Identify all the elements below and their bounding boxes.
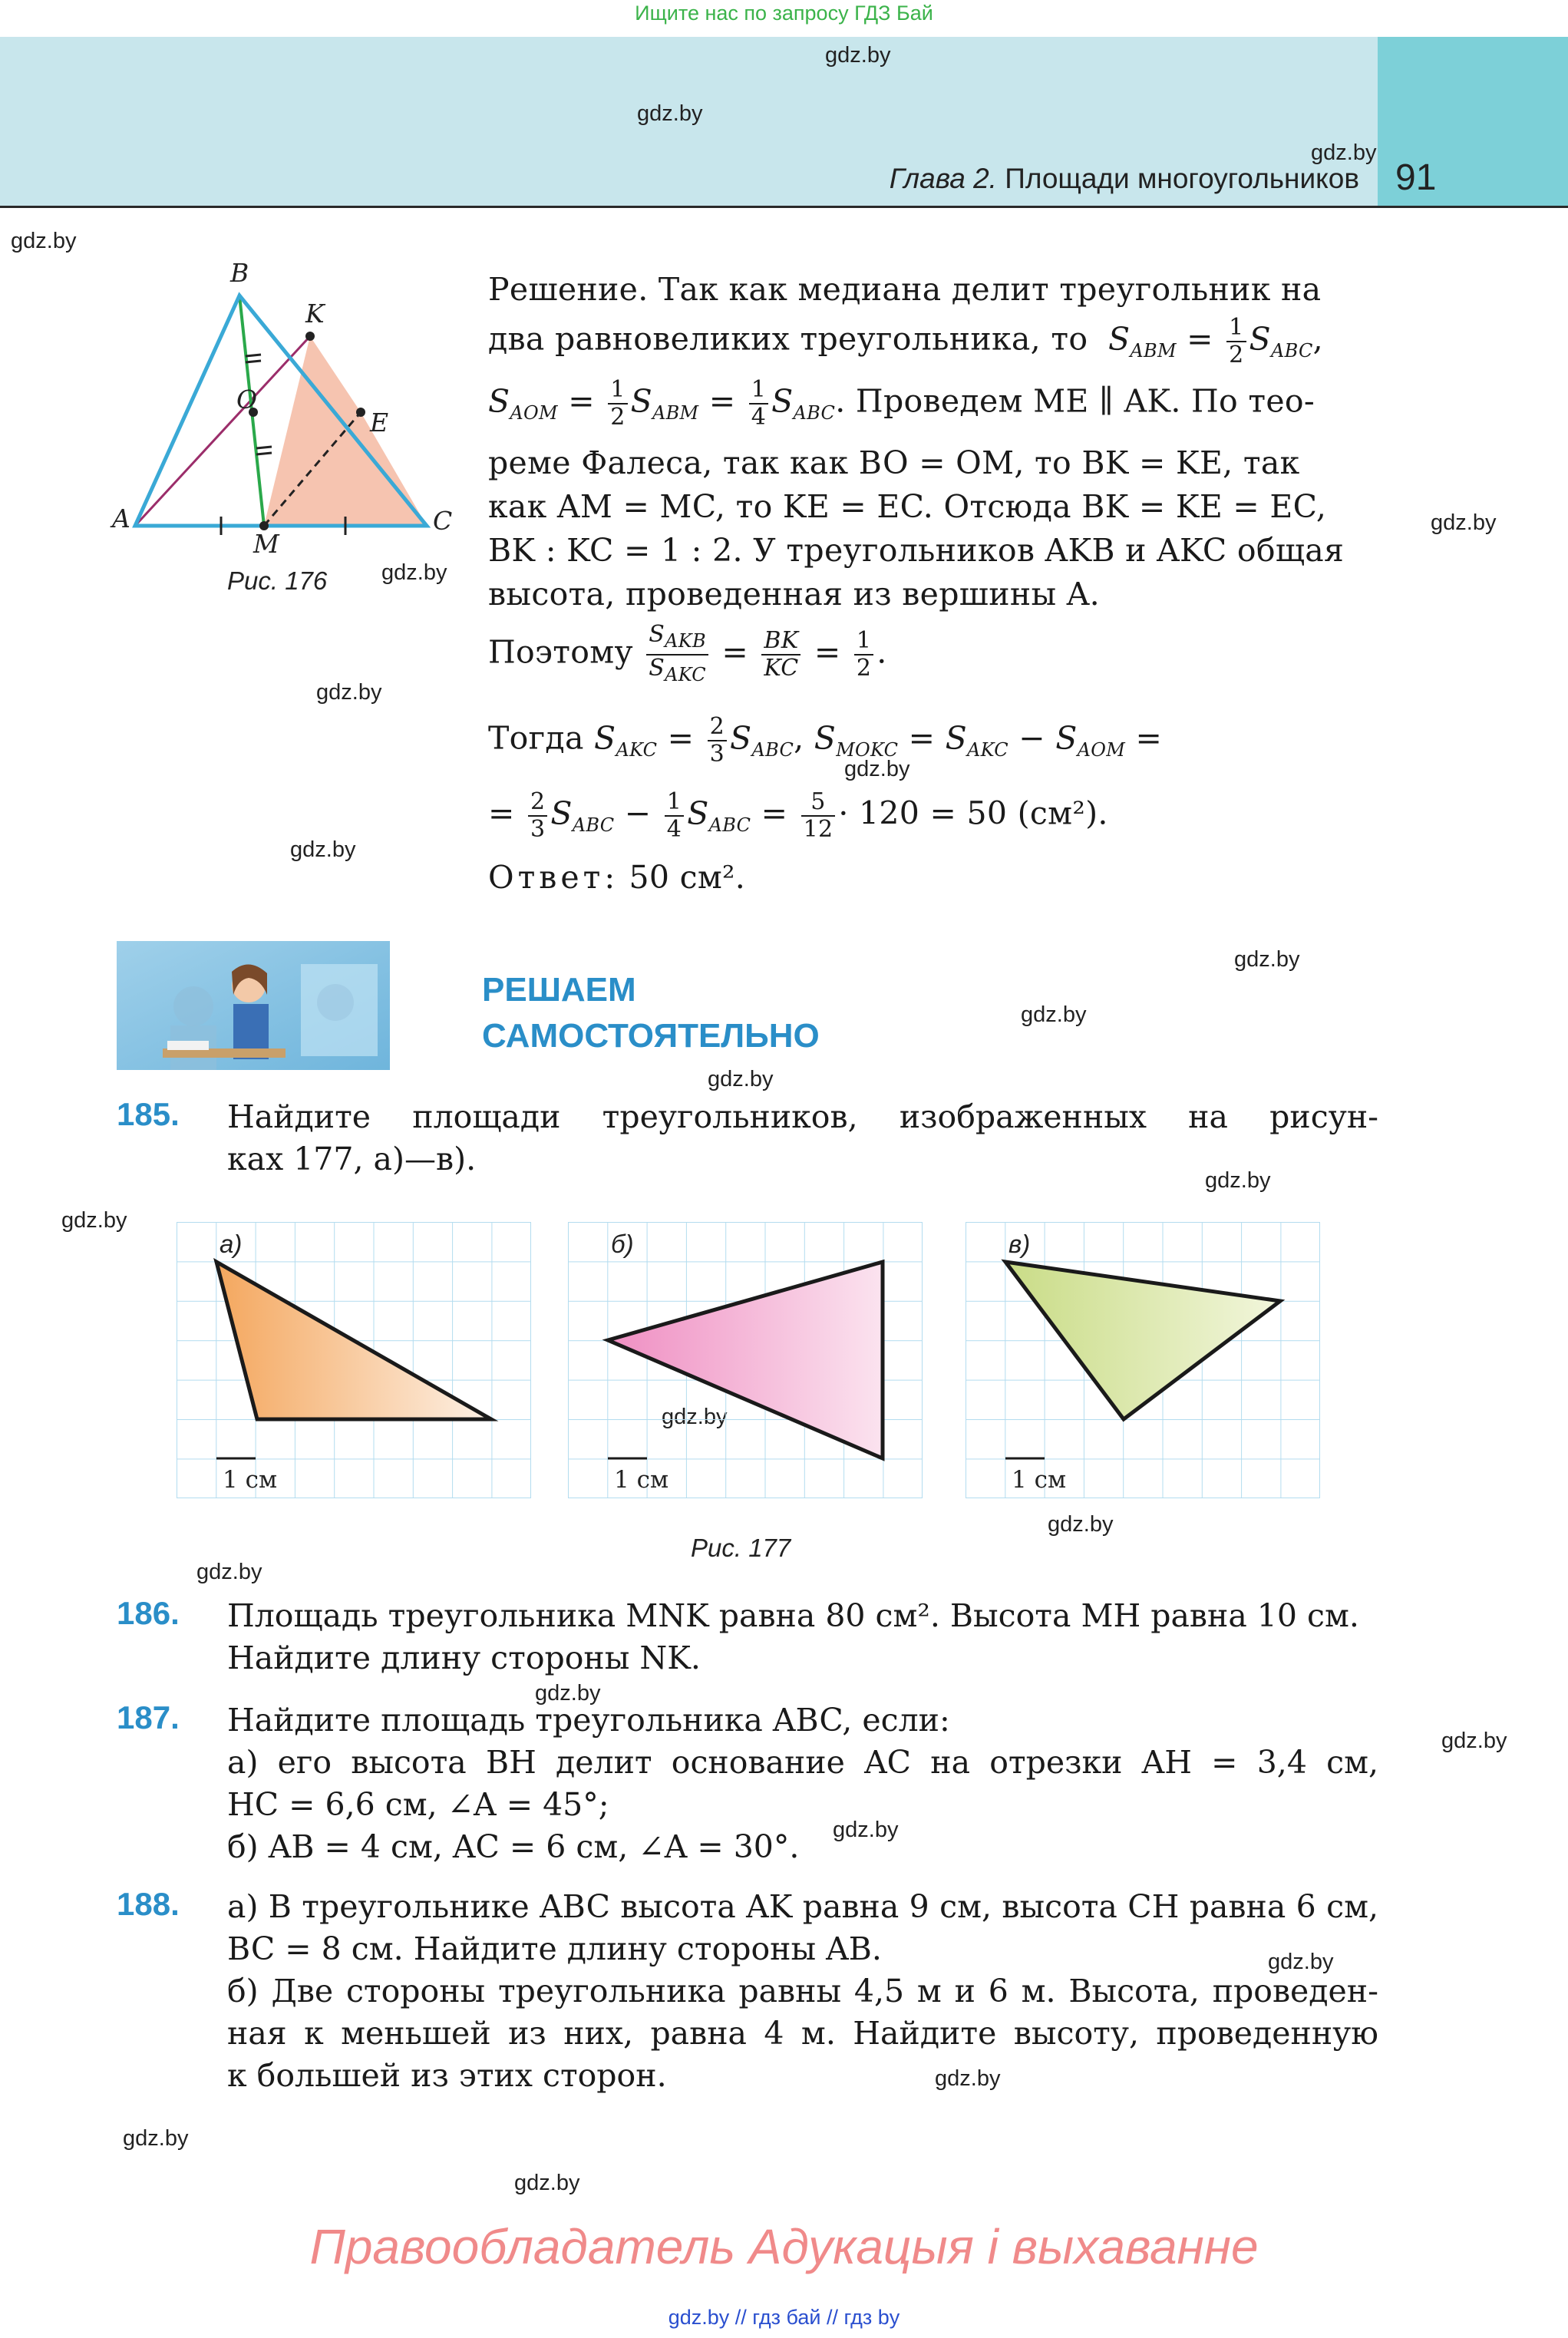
- chapter-name: Площади многоугольников: [1005, 163, 1359, 194]
- task-line: б) Две стороны треугольника равны 4,5 м и 6 м. Высота, проведен-: [227, 1973, 1378, 2009]
- tick-mark: [246, 355, 261, 356]
- task-number: 185.: [117, 1096, 180, 1132]
- solution-text: Поэтому: [488, 633, 633, 671]
- watermark: gdz.by: [1441, 1729, 1507, 1753]
- task-line: Найдите площади треугольников, изображенных на рисун-: [227, 1098, 1378, 1135]
- task-line: б) AB = 4 см, AC = 6 см, ∠A = 30°.: [227, 1828, 800, 1865]
- point-e: [356, 408, 365, 417]
- watermark: gdz.by: [514, 2171, 580, 2195]
- section-heading-line: РЕШАЕМ: [482, 971, 636, 1009]
- figure-176: [107, 253, 468, 553]
- task-186: [227, 1595, 1378, 1679]
- fraction: $\frac{BK}{KC}$: [761, 628, 801, 682]
- tick-mark: [256, 447, 272, 448]
- tick-mark: [256, 453, 272, 454]
- solution-text: Решение. Так как медиана делит треугольник на: [488, 271, 1322, 308]
- solution-line: два равновеликих треугольника, то $S_{ABM}$ = $\frac{1}{2}$ $S_{ABC}$,: [488, 314, 1323, 368]
- fraction: $\frac{2}{3}$: [528, 789, 547, 843]
- answer-value: 50 см².: [629, 859, 746, 896]
- solution-line: Тогда $S_{AKC}$ = $\frac{2}{3}$ $S_{ABC}$, $S_{MOKC} = S_{AKC} - S_{AOM}$ =: [488, 713, 1163, 768]
- figure-177c: [966, 1222, 1320, 1498]
- fraction: $\frac{2}{3}$: [708, 714, 727, 768]
- watermark: gdz.by: [316, 680, 382, 705]
- task-number: 188.: [117, 1886, 180, 1922]
- panel-label: в): [1008, 1230, 1031, 1258]
- task-number: 187.: [117, 1699, 180, 1735]
- watermark: gdz.by: [935, 2066, 1001, 2091]
- watermark: gdz.by: [1021, 1002, 1087, 1027]
- watermark: gdz.by: [535, 1681, 601, 1706]
- watermark: gdz.by: [11, 229, 77, 253]
- figure-177b: [568, 1222, 923, 1498]
- watermark: gdz.by: [825, 43, 891, 68]
- watermark: gdz.by: [61, 1208, 127, 1233]
- figure-176-caption: Рис. 176: [227, 566, 328, 595]
- section-heading-line: САМОСТОЯТЕЛЬНО: [482, 1017, 820, 1055]
- scale-label: 1 см: [223, 1466, 278, 1494]
- watermark: gdz.by: [833, 1818, 899, 1842]
- copyright-holder: Правообладатель Адукацыя і выхаванне: [309, 2219, 1259, 2274]
- solution-line: BK : KC = 1 : 2. У треугольников AKB и AKC общая: [488, 532, 1345, 569]
- fraction: $\frac{1}{2}$: [608, 377, 627, 431]
- task-number: 186.: [117, 1595, 180, 1631]
- task-188: [227, 1886, 1378, 2097]
- watermark: gdz.by: [844, 757, 910, 781]
- solution-line: Поэтому $\frac{S_{AKB}}{S_{AKC}}$ = $\frac{BK}{KC}$ = $\frac{1}{2}$ .: [488, 622, 887, 688]
- watermark: gdz.by: [637, 101, 703, 126]
- fraction: $\frac{1}{4}$: [665, 789, 684, 843]
- footer-links[interactable]: gdz.by // гдз бай // гдз by: [668, 2306, 900, 2329]
- watermark: gdz.by: [1311, 140, 1377, 165]
- figure-177a: [177, 1222, 531, 1498]
- solution-line: = $\frac{2}{3}$ $S_{ABC}$ − $\frac{1}{4}$ $S_{ABC}$ = $\frac{5}{12}$ · 120 = 50 (см²).: [488, 788, 1108, 843]
- page-number: 91: [1395, 157, 1437, 198]
- solution-line: [488, 268, 1321, 312]
- solution-text: · 120 = 50 (см²).: [838, 794, 1108, 832]
- top-search-note: Ищите нас по запросу ГДЗ Бай: [635, 2, 933, 25]
- fraction: $\frac{1}{4}$: [749, 377, 768, 431]
- task-line: Площадь треугольника MNK равна 80 см². Высота MH равна 10 см.: [227, 1597, 1359, 1634]
- watermark: gdz.by: [1205, 1168, 1271, 1193]
- task-187: [227, 1699, 1378, 1868]
- task-185: [227, 1096, 1378, 1181]
- figure-177-caption: Рис. 177: [691, 1534, 791, 1562]
- label-o: O: [236, 385, 258, 414]
- tick-mark: [246, 361, 261, 362]
- task-line: HC = 6,6 см, ∠A = 45°;: [227, 1786, 609, 1823]
- fraction: $\frac{1}{2}$: [854, 628, 873, 682]
- solution-line: реме Фалеса, так как BO = OM, то BK = KE, так: [488, 444, 1300, 481]
- task-line: Найдите длину стороны NK.: [227, 1640, 701, 1676]
- solution-line: высота, проведенная из вершины A.: [488, 576, 1100, 613]
- panel-label: а): [220, 1230, 243, 1258]
- scale-label: 1 см: [1012, 1466, 1067, 1494]
- task-line: BC = 8 см. Найдите длину стороны AB.: [227, 1930, 882, 1967]
- header-rule: [0, 206, 1568, 208]
- watermark: gdz.by: [123, 2126, 189, 2151]
- label-a: A: [112, 504, 130, 533]
- label-b: B: [230, 258, 249, 288]
- answer-label: Ответ:: [488, 859, 619, 896]
- solution-line: $S_{AOM}$ = $\frac{1}{2}$ $S_{ABM}$ = $\frac{1}{4}$ $S_{ABC}$. Проведем ME ∥ AK. По тео-: [488, 376, 1315, 431]
- label-c: C: [433, 506, 453, 536]
- answer-line: [488, 856, 745, 900]
- watermark: gdz.by: [708, 1067, 774, 1091]
- section-heading: [482, 967, 820, 1059]
- watermark: gdz.by: [290, 837, 356, 862]
- fraction: $\frac{S_{AKB}}{S_{AKC}}$: [646, 622, 708, 688]
- watermark: gdz.by: [1431, 510, 1497, 535]
- scale-label: 1 см: [614, 1466, 669, 1494]
- label-e: E: [370, 408, 389, 438]
- label-m: M: [253, 529, 279, 553]
- task-line: а) В треугольнике ABC высота AK равна 9 см, высота CH равна 6 см,: [227, 1888, 1378, 1925]
- label-k: K: [305, 299, 325, 329]
- task-line: ная к меньшей из них, равна 4 м. Найдите высоту, проведенную: [227, 2015, 1378, 2052]
- task-line: ках 177, а)—в).: [227, 1141, 477, 1177]
- task-line: к большей из этих сторон.: [227, 2057, 667, 2094]
- solution-text: два равновеликих треугольника, то: [488, 320, 1088, 358]
- task-line: а) его высота BH делит основание AC на отрезки AH = 3,4 см,: [227, 1744, 1378, 1781]
- task-line: Найдите площадь треугольника ABC, если:: [227, 1702, 950, 1739]
- watermark: gdz.by: [1048, 1512, 1114, 1537]
- solution-line: как AM = MC, то KE = EC. Отсюда BK = KE = EC,: [488, 488, 1327, 525]
- chapter-prefix: Глава 2.: [889, 163, 997, 194]
- watermark: gdz.by: [1234, 947, 1300, 972]
- solution-text: . Проведем ME ∥ AK. По тео-: [835, 382, 1315, 420]
- banner-illustration: [117, 941, 390, 1070]
- fraction: $\frac{1}{2}$: [1226, 315, 1246, 368]
- watermark: gdz.by: [196, 1560, 262, 1584]
- watermark: gdz.by: [1268, 1950, 1334, 1974]
- panel-label: б): [611, 1230, 634, 1258]
- point-k: [305, 332, 315, 341]
- chapter-title: [890, 163, 1359, 195]
- watermark: gdz.by: [381, 560, 447, 585]
- fraction: $\frac{5}{12}$: [801, 789, 836, 843]
- solution-text: Тогда: [488, 719, 584, 757]
